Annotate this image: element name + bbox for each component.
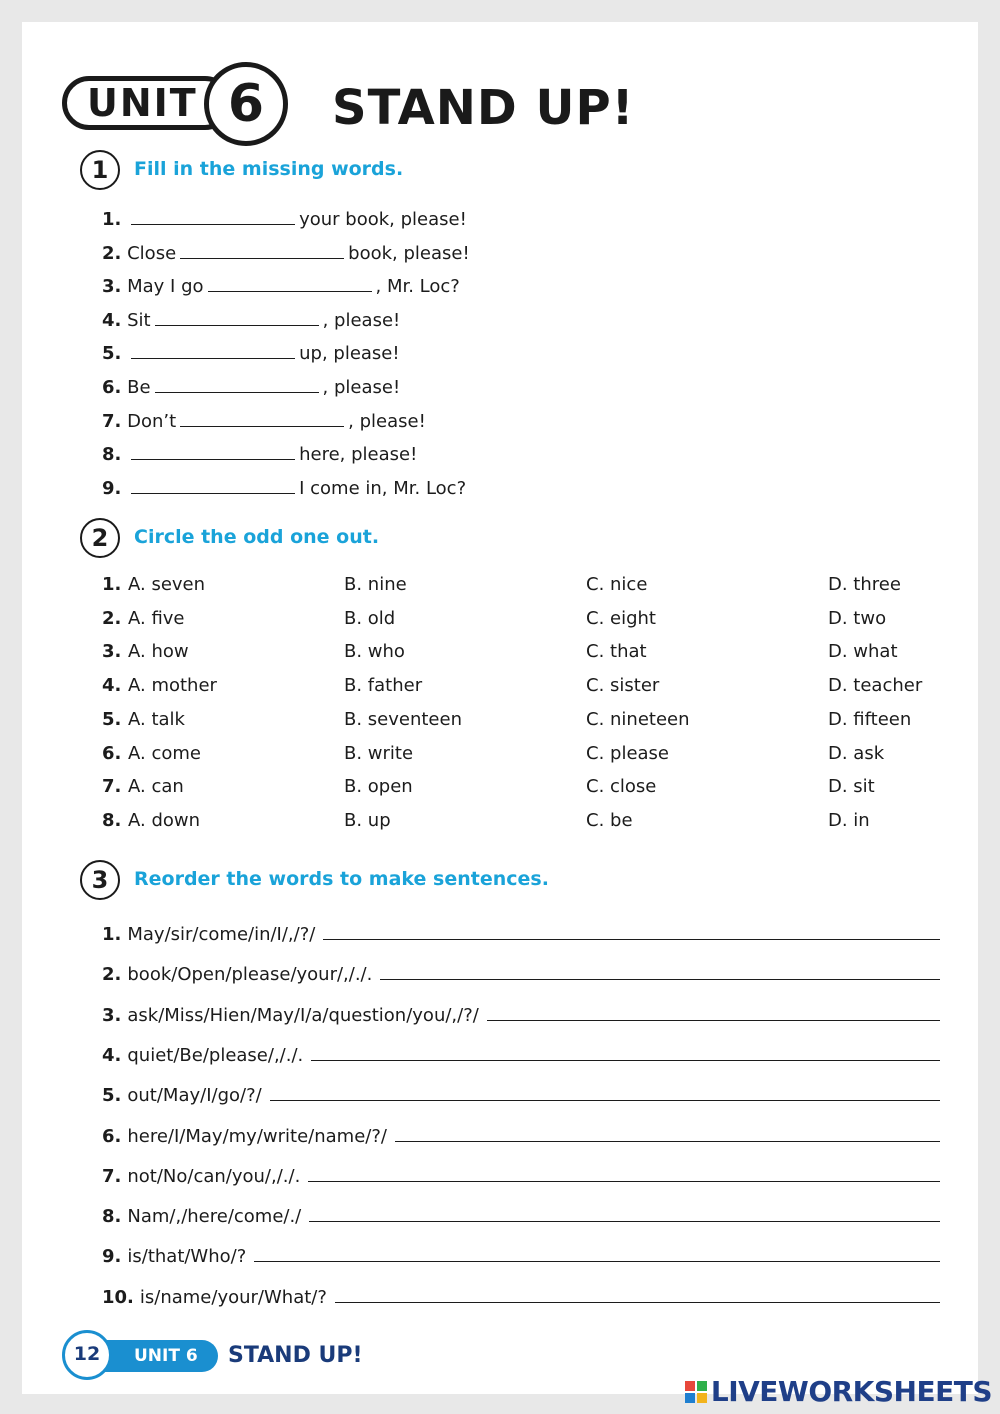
item-number: 9. — [102, 1246, 122, 1268]
item-number: 5. — [102, 708, 122, 730]
answer-line[interactable] — [335, 1284, 940, 1303]
option-d[interactable]: D. in — [828, 809, 870, 831]
answer-line[interactable] — [487, 1002, 940, 1021]
question-row — [102, 674, 962, 698]
scrambled-words: is/that/Who/? — [127, 1246, 247, 1268]
option-d[interactable]: D. two — [828, 607, 887, 629]
item-number: 4. — [102, 1044, 122, 1066]
scrambled-words: book/Open/please/your/,/./. — [127, 964, 373, 986]
option-d[interactable]: D. ask — [828, 742, 885, 764]
item-number: 10. — [102, 1286, 134, 1308]
item-text-after: , please! — [348, 410, 426, 432]
option-c[interactable]: C. nice — [586, 574, 648, 595]
item-text-after: here, please! — [299, 444, 418, 466]
scrambled-words: Nam/,/here/come/./ — [127, 1206, 302, 1228]
fill-item — [102, 443, 417, 467]
option-c[interactable]: C. sister — [586, 675, 660, 697]
option-d[interactable]: D. three — [828, 574, 901, 595]
unit-badge — [62, 62, 288, 152]
item-number: 9. — [102, 477, 122, 499]
item-number: 2. — [102, 964, 122, 986]
item-number: 5. — [102, 1085, 122, 1107]
option-c[interactable]: C. close — [586, 776, 657, 798]
item-text-before: May I go — [127, 276, 204, 298]
option-a[interactable]: A. seven — [128, 574, 206, 595]
footer-unit-label: UNIT 6 — [92, 1340, 218, 1372]
answer-blank[interactable] — [180, 410, 344, 427]
fill-item — [102, 242, 470, 266]
answer-blank[interactable] — [131, 208, 295, 225]
option-a[interactable]: A. come — [128, 742, 201, 764]
item-number: 1. — [102, 574, 122, 595]
reorder-item — [102, 1284, 940, 1310]
reorder-item — [102, 961, 940, 987]
item-number: 3. — [102, 276, 122, 298]
answer-blank[interactable] — [155, 376, 319, 393]
section-number: 3 — [80, 860, 120, 900]
item-number: 5. — [102, 343, 122, 365]
option-b[interactable]: B. up — [344, 809, 391, 831]
scrambled-words: here/I/May/my/write/name/?/ — [127, 1125, 387, 1147]
question-row — [102, 742, 962, 766]
item-text-after: up, please! — [299, 343, 400, 365]
reorder-item — [102, 1042, 940, 1068]
item-number: 6. — [102, 1125, 122, 1147]
item-number: 8. — [102, 1206, 122, 1228]
section-instruction: Circle the odd one out. — [134, 526, 380, 548]
scrambled-words: ask/Miss/Hien/May/I/a/question/you/,/?/ — [127, 1004, 479, 1026]
item-text-before: Close — [127, 242, 177, 264]
item-text-after: your book, please! — [299, 209, 467, 230]
option-b[interactable]: B. old — [344, 607, 396, 629]
answer-line[interactable] — [308, 1163, 940, 1182]
fill-item — [102, 477, 466, 501]
option-a[interactable]: A. how — [128, 641, 189, 663]
option-a[interactable]: A. talk — [128, 708, 185, 730]
item-text-before: Sit — [127, 309, 151, 331]
reorder-item — [102, 1163, 940, 1189]
answer-blank[interactable] — [208, 275, 372, 292]
option-c[interactable]: C. eight — [586, 607, 656, 629]
fill-item — [102, 342, 400, 366]
item-text-before: Don’t — [127, 410, 177, 432]
section-number: 1 — [80, 150, 120, 190]
item-number: 1. — [102, 924, 122, 945]
item-number: 2. — [102, 242, 122, 264]
option-a[interactable]: A. down — [128, 809, 201, 831]
scrambled-words: May/sir/come/in/I/,/?/ — [127, 924, 316, 945]
worksheet-page — [22, 22, 978, 1394]
question-row — [102, 708, 962, 732]
question-row — [102, 640, 962, 664]
fill-item — [102, 410, 426, 434]
question-row — [102, 573, 962, 597]
footer-title: STAND UP! — [228, 1343, 363, 1368]
answer-blank[interactable] — [131, 477, 295, 494]
reorder-item — [102, 921, 940, 947]
answer-blank[interactable] — [155, 309, 319, 326]
item-text-after: , Mr. Loc? — [375, 276, 460, 298]
item-number: 7. — [102, 410, 122, 432]
item-number: 8. — [102, 444, 122, 466]
answer-blank[interactable] — [180, 242, 344, 259]
answer-line[interactable] — [323, 921, 940, 940]
reorder-item — [102, 1203, 940, 1229]
item-text-after: , please! — [322, 377, 401, 398]
fill-item — [102, 275, 460, 299]
item-text-after: book, please! — [348, 242, 470, 264]
item-number: 7. — [102, 776, 122, 798]
answer-line[interactable] — [311, 1042, 940, 1061]
section-number: 2 — [80, 518, 120, 558]
unit-label: UNIT — [62, 76, 232, 130]
answer-line[interactable] — [395, 1123, 940, 1142]
scrambled-words: is/name/your/What/? — [139, 1286, 327, 1308]
reorder-item — [102, 1243, 940, 1269]
option-b[interactable]: B. father — [344, 675, 423, 697]
page-title: STAND UP! — [332, 80, 635, 136]
item-text-after: I come in, Mr. Loc? — [299, 477, 467, 499]
question-row — [102, 809, 962, 833]
option-b[interactable]: B. seventeen — [344, 708, 462, 730]
option-b[interactable]: B. nine — [344, 574, 407, 595]
answer-blank[interactable] — [131, 443, 295, 460]
item-number: 3. — [102, 1004, 122, 1026]
item-number: 6. — [102, 377, 122, 398]
scrambled-words: not/No/can/you/,/./. — [127, 1165, 301, 1187]
scrambled-words: quiet/Be/please/,/./. — [127, 1044, 304, 1066]
section-instruction: Fill in the missing words. — [134, 158, 404, 180]
section-instruction: Reorder the words to make sentences. — [134, 868, 549, 890]
item-number: 4. — [102, 309, 122, 331]
fill-item — [102, 208, 467, 232]
option-a[interactable]: A. mother — [128, 675, 217, 697]
answer-line[interactable] — [270, 1082, 940, 1101]
fill-item — [102, 376, 400, 400]
question-row — [102, 775, 962, 799]
liveworksheets-logo-icon — [685, 1381, 707, 1403]
option-d[interactable]: D. what — [828, 641, 898, 663]
liveworksheets-watermark — [685, 1375, 992, 1408]
item-number: 6. — [102, 742, 122, 764]
option-b[interactable]: B. who — [344, 641, 405, 663]
scrambled-words: out/May/I/go/?/ — [127, 1085, 262, 1107]
option-d[interactable]: D. teacher — [828, 675, 923, 697]
answer-blank[interactable] — [131, 342, 295, 359]
unit-number: 6 — [204, 62, 288, 146]
fill-item — [102, 309, 400, 333]
item-number: 3. — [102, 641, 122, 663]
reorder-item — [102, 1123, 940, 1149]
answer-line[interactable] — [309, 1203, 940, 1222]
option-a[interactable]: A. five — [128, 607, 185, 629]
answer-line[interactable] — [380, 961, 940, 980]
option-a[interactable]: A. can — [128, 776, 184, 798]
option-c[interactable]: C. nineteen — [586, 708, 690, 730]
option-d[interactable]: D. sit — [828, 776, 875, 798]
option-c[interactable]: C. please — [586, 742, 669, 764]
item-number: 7. — [102, 1165, 122, 1187]
item-number: 8. — [102, 809, 122, 831]
item-number: 2. — [102, 607, 122, 629]
page-number: 12 — [62, 1330, 112, 1380]
item-text-before: Be — [127, 377, 151, 398]
option-c[interactable]: C. be — [586, 809, 633, 831]
option-d[interactable]: D. fifteen — [828, 708, 912, 730]
reorder-item — [102, 1002, 940, 1028]
item-number: 1. — [102, 209, 122, 230]
option-b[interactable]: B. write — [344, 742, 414, 764]
option-c[interactable]: C. that — [586, 641, 647, 663]
question-row — [102, 607, 962, 631]
watermark-text: LIVEWORKSHEETS — [710, 1375, 992, 1408]
answer-line[interactable] — [254, 1243, 940, 1262]
item-text-after: , please! — [322, 309, 401, 331]
reorder-item — [102, 1082, 940, 1108]
option-b[interactable]: B. open — [344, 776, 413, 798]
item-number: 4. — [102, 675, 122, 697]
